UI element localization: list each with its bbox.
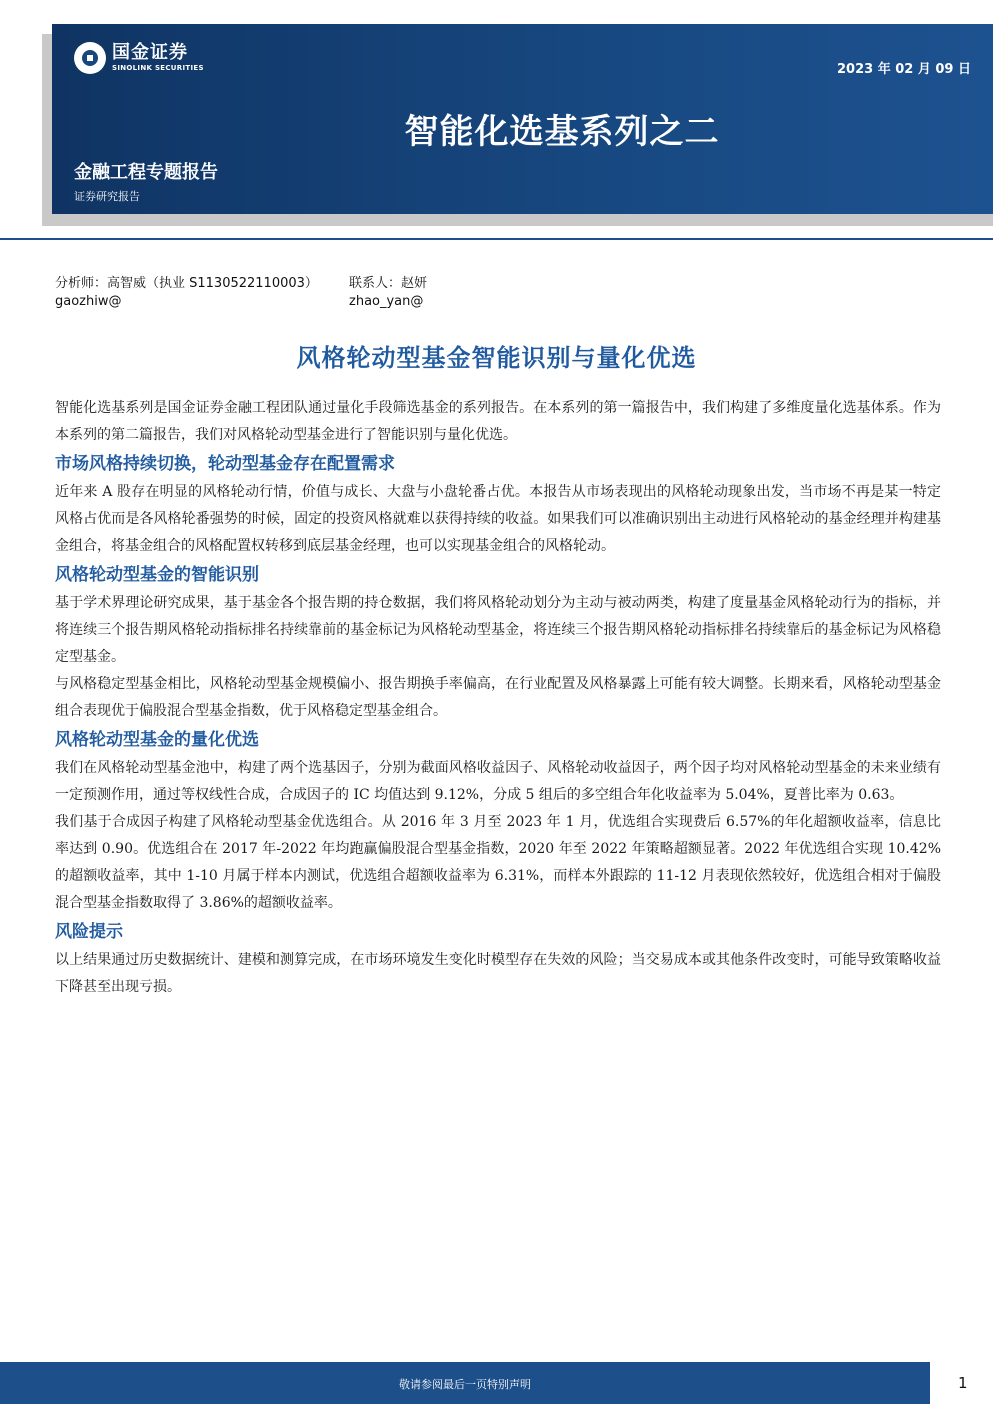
section-paragraph: 我们在风格轮动型基金池中，构建了两个选基因子，分别为截面风格收益因子、风格轮动收益因子，两个因子均对风格轮动型基金的未来业绩有一定预测作用，通过等权线性合成，合成因子的 IC 均值达到 9.12%，分成 5 组后的多空组合年化收益率为 5.04%，夏普比率为 0.63。: [55, 760, 941, 803]
analyst-info: 分析师：高智威（执业 S1130522110003）: [55, 276, 318, 291]
report-title: 风格轮动型基金智能识别与量化优选: [296, 344, 697, 372]
report-body: [55, 395, 941, 1001]
section-paragraph: 与风格稳定型基金相比，风格轮动型基金规模偏小、报告期换手率偏高，在行业配置及风格暴露上可能有较大调整。长期来看，风格轮动型基金组合表现优于偏股混合型基金指数，优于风格稳定型基金组合。: [55, 676, 941, 719]
analyst-email: gaozhiw@: [55, 294, 122, 309]
company-logo: [74, 42, 204, 74]
report-date: 2023 年 02 月 09 日: [837, 62, 971, 77]
section-paragraph: 近年来 A 股存在明显的风格轮动行情，价值与成长、大盘与小盘轮番占优。本报告从市场表现出的风格轮动现象出发，当市场不再是某一特定风格占优而是各风格轮番强势的时候，固定的投资风格就难以获得持续的收益。如果我们可以准确识别出主动进行风格轮动的基金经理并构建基金组合，将基金组合的风格配置权转移到底层基金经理，也可以实现基金组合的风格轮动。: [55, 484, 941, 554]
header-divider: [0, 238, 993, 240]
logo-name-cn: 国金证券: [112, 42, 188, 63]
section-paragraph: 我们基于合成因子构建了风格轮动型基金优选组合。从 2016 年 3 月至 2023 年 1 月，优选组合实现费后 6.57%的年化超额收益率，信息比率达到 0.90。优选组合在 2017 年-2022 年均跑赢偏股混合型基金指数，2020 年至 2022 年策略超额显著。2022 年优选组合实现 10.42%的超额收益率，其中 1-10 月属于样本内测试，优选组合超额收益率为 6.31%，而样本外跟踪的 11-12 月表现依然较好，优选组合相对于偏股混合型基金指数取得了 3.86%的超额收益率。: [55, 814, 941, 911]
contact-email: zhao_yan@: [349, 294, 424, 309]
section-heading: 风格轮动型基金的量化优选: [55, 730, 259, 750]
logo-mark-icon: [74, 42, 106, 74]
page-number: 1: [958, 1374, 968, 1392]
contact-info: 联系人：赵妍: [349, 276, 428, 291]
section-heading: 风险提示: [55, 922, 123, 942]
report-type: 金融工程专题报告: [74, 162, 218, 183]
intro-paragraph: 智能化选基系列是国金证券金融工程团队通过量化手段筛选基金的系列报告。在本系列的第一篇报告中，我们构建了多维度量化选基体系。作为本系列的第二篇报告，我们对风格轮动型基金进行了智能识别与量化优选。: [55, 400, 941, 443]
section-heading: 风格轮动型基金的智能识别: [55, 565, 259, 585]
footer-disclaimer-note: 敬请参阅最后一页特别声明: [399, 1378, 531, 1391]
logo-name-en: SINOLINK SECURITIES: [112, 64, 204, 72]
logo-text: [112, 44, 204, 72]
section-heading: 市场风格持续切换，轮动型基金存在配置需求: [55, 454, 395, 474]
series-title: 智能化选基系列之二: [404, 112, 720, 152]
report-category: 证券研究报告: [74, 190, 140, 203]
section-paragraph: 基于学术界理论研究成果，基于基金各个报告期的持仓数据，我们将风格轮动划分为主动与被动两类，构建了度量基金风格轮动行为的指标，并将连续三个报告期风格轮动指标排名持续靠前的基金标记为风格轮动型基金，将连续三个报告期风格轮动指标排名持续靠后的基金标记为风格稳定型基金。: [55, 595, 941, 665]
section-paragraph: 以上结果通过历史数据统计、建模和测算完成，在市场环境发生变化时模型存在失效的风险；当交易成本或其他条件改变时，可能导致策略收益下降甚至出现亏损。: [55, 952, 941, 995]
